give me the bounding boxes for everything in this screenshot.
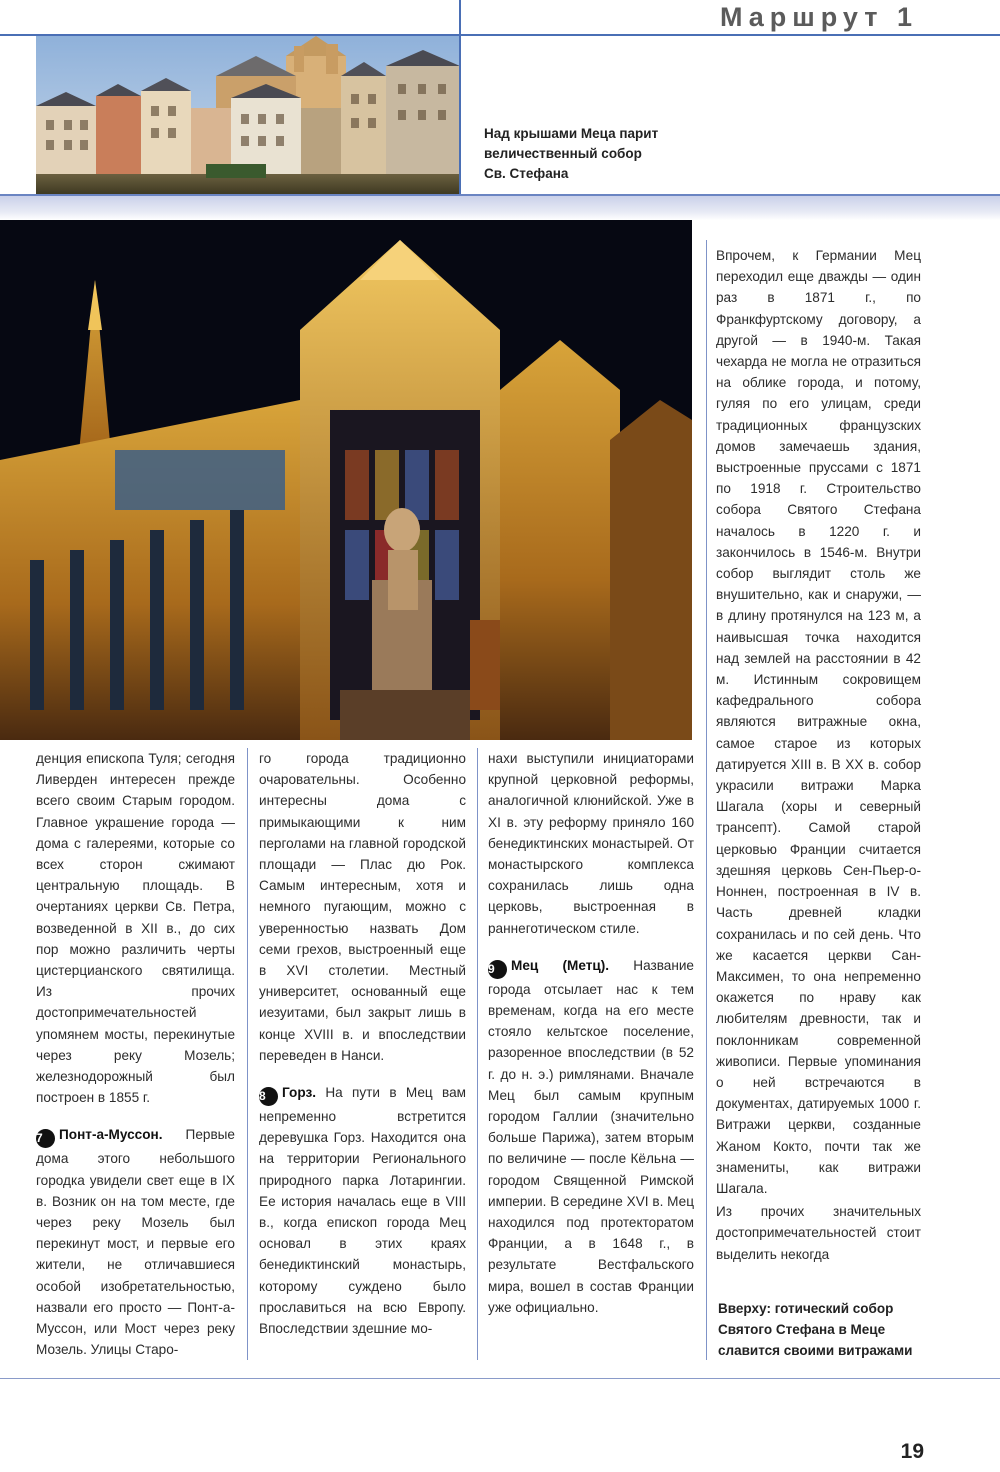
cathedral-night-illustration <box>0 220 692 740</box>
header-divider <box>459 0 461 34</box>
page-number: 19 <box>900 1440 924 1463</box>
section-number-badge: 8 <box>259 1087 278 1106</box>
col2-paragraph: го города традиционно очаровательны. Особенно интересны дома с примыкающими к ним перголами на главной городской площади — Плас дю Рок. Самым интересным, хотя и немного пугающим, можно с уверенностью назвать Дом семи грехов, выстроенный еще в XVI столетии. Местный университет, основанный еще иезуитами, был закрыт лишь в конце XVIII в. и впоследствии переведен в Нанси. <box>259 751 466 1063</box>
caption-line: величественный собор <box>484 146 642 161</box>
route-title: Маршрут 1 <box>719 2 918 32</box>
main-photo-caption <box>718 1298 912 1361</box>
section-heading: Мец (Метц). <box>511 957 610 973</box>
metz-rooftops-illustration <box>36 36 460 194</box>
footer-rule <box>0 1378 1000 1379</box>
section-9 <box>488 955 694 1318</box>
text-column-3 <box>488 748 694 1318</box>
section-body: На пути в Мец вам непременно встретится деревушка Горз. Находится она на территории Регионального природного парка Лотарингии. Ее история началась еще в VIII в., когда епископ города Мец основал в этих краях бенедиктинский монастырь, которому суждено было прославиться на всю Европу. Впоследствии здешние мо- <box>259 1085 466 1337</box>
text-column-1 <box>36 748 235 1360</box>
section-body: Первые дома этого небольшого городка увидели свет еще в IX в. Возник он на том месте, где через реку Мозель был перекинут мост, и первые его жители, не отличавшиеся особой изобретательностью, назвали его просто — Понт-а-Муссон, или Мост через реку Мозель. Улицы Старо- <box>36 1127 235 1358</box>
section-heading: Горз. <box>282 1085 316 1101</box>
col1-paragraph: денция епископа Туля; сегодня Ливерден интересен прежде всего своим Старым городом. Главное украшение города — дома с галереями, которые со всех сторон сжимают центральную площадь. В очертаниях церкви Св. Петра, возведенной в XII в., до сих пор можно различить черты цистерцианского святилища. Из прочих достопримечательностей упомянем мосты, перекинутые через реку Мозель; железнодорожный был построен в 1855 г. <box>36 751 235 1106</box>
caption-line: Св. Стефана <box>484 166 569 181</box>
column-separator <box>706 240 707 1360</box>
photo-divider <box>459 36 461 196</box>
section-number-badge: 7 <box>36 1129 55 1148</box>
caption-line: Над крышами Меца парит <box>484 126 659 141</box>
text-column-4 <box>716 245 921 1265</box>
section-7 <box>36 1124 235 1360</box>
caption-line: Святого Стефана в Меце <box>718 1322 886 1337</box>
col4-paragraph: Из прочих значительных достопримечательностей стоит выделить некогда <box>716 1204 921 1262</box>
top-photo-caption <box>484 124 658 184</box>
metz-rooftops-photo <box>36 36 460 194</box>
section-band-line <box>0 194 1000 196</box>
section-8 <box>259 1082 466 1339</box>
section-number-badge: 9 <box>488 960 507 979</box>
section-heading: Понт-а-Муссон. <box>59 1127 163 1143</box>
section-band <box>0 194 1000 220</box>
cathedral-night-photo <box>0 220 692 740</box>
col4-paragraph: Впрочем, к Германии Мец переходил еще дважды — один раз в 1871 г., по Франкфуртскому договору, а другой — в 1940-м. Такая чехарда не могла не отразиться на облике города, и потому, гуляя по его улицам, среди традиционных французских домов замечаешь здания, выстроенные пруссами с 1871 по 1918 г. Строительство собора Святого Стефана началось в 1220 г. и закончилось в 1546-м. Внутри собор выглядит столь же внушительно, как и снаружи, — в длину протянулся на 123 м, а наивысшая точка находится над землей на расстоянии в 42 м. Истинным сокровищем кафедрального собора являются витражные окна, самое старое из которых датируется XIII в. В XX в. собор украсили витражи Марка Шагала (хоры и северный трансепт). Самой старой церковью Франции считается здешняя церковь Сен-Пьер-о-Ноннен, построенная в IV в. Часть древней кладки сохранилась и по сей день. Что же касается церкви Сан-Максимен, то она непременно окажется по нраву как любителям древности, так и поклонникам современной живописи. Первые упоминания о ней встречаются в документах, датируемых 1000 г. Витражи церкви, созданные Жаном Кокто, почти так же знамениты, как витражи Шагала. <box>716 248 921 1196</box>
col3-paragraph: нахи выступили инициаторами крупной церковной реформы, аналогичной клюнийской. Уже в XI в. эту реформу приняло 160 бенедиктинских монастырей. От монастырского комплекса сохранилась лишь одна церковь, выстроенная в раннеготическом стиле. <box>488 751 694 936</box>
caption-line: Вверху: готический собор <box>718 1301 894 1316</box>
section-body: Название города отсылает нас к тем временам, когда на его месте стояло кельтское поселение, разоренное впоследствии (в 52 г. до н. э.) римлянами. Вначале Мец был самым крупным городом Галлии (значительно больше Парижа), затем вторым по величине — после Кёльна — городом Священной Римской империи. В середине XVI в. Мец находился под протекторатом Франции, а в 1648 г., в результате Вестфальского мира, вошел в состав Франции уже официально. <box>488 957 694 1315</box>
column-separator <box>247 748 248 1360</box>
column-separator <box>477 748 478 1360</box>
text-column-2 <box>259 748 466 1339</box>
caption-line: славится своими витражами <box>718 1343 913 1358</box>
